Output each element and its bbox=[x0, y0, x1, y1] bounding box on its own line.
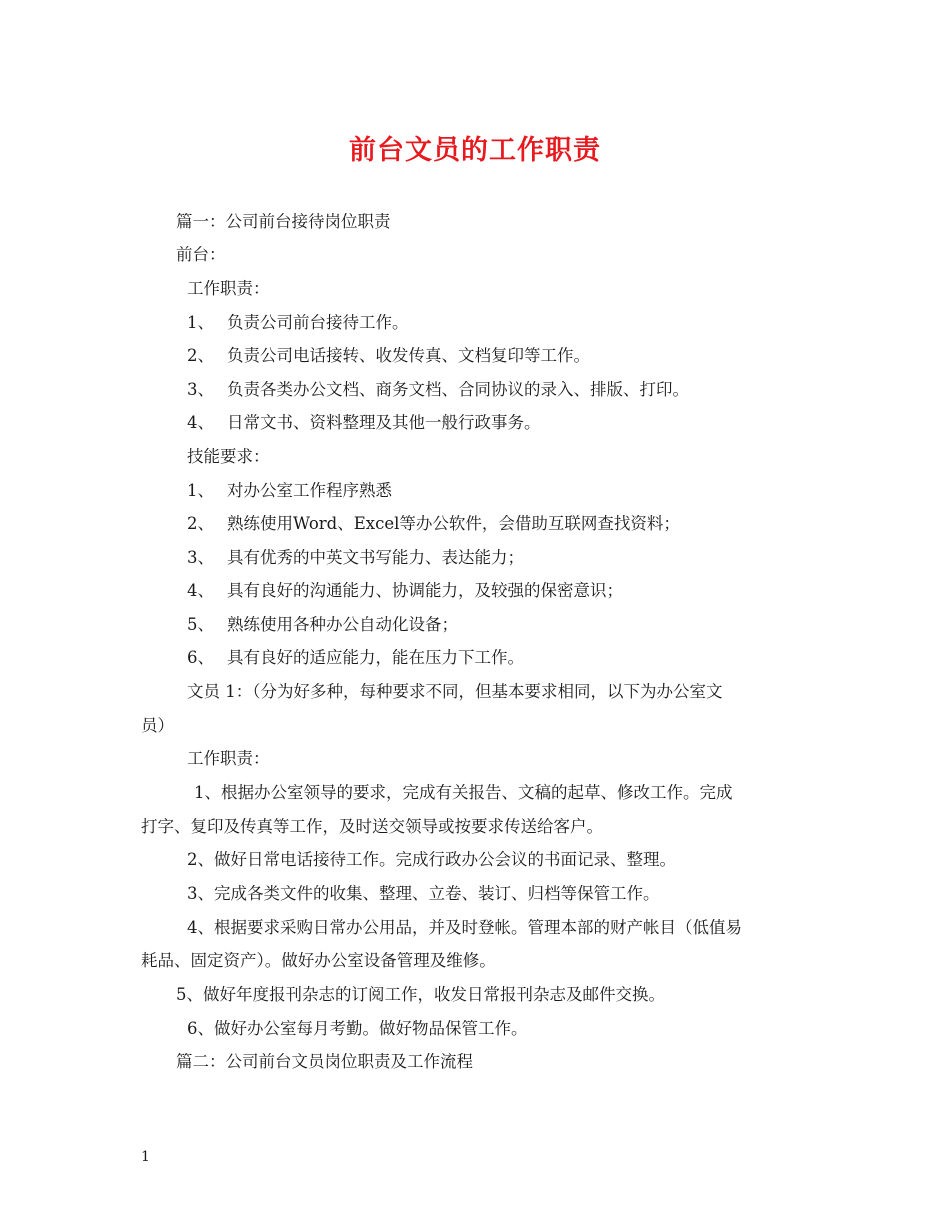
skill-item bbox=[187, 580, 623, 602]
duty-item bbox=[187, 379, 689, 401]
duty-text: 负责公司前台接待工作。 bbox=[227, 313, 409, 332]
page-number: 1 bbox=[141, 1149, 150, 1165]
skill-text: 熟练使用各种办公自动化设备； bbox=[227, 615, 458, 634]
duty-number: 3、 bbox=[187, 380, 214, 399]
skill-number: 4、 bbox=[187, 581, 214, 600]
clerk-duty-line: 3、完成各类文件的收集、整理、立卷、装订、归档等保管工作。 bbox=[187, 884, 660, 903]
skill-item bbox=[187, 614, 458, 636]
duty-number: 4、 bbox=[187, 413, 214, 432]
clerk-duty-line: 1、根据办公室领导的要求，完成有关报告、文稿的起草、修改工作。完成 bbox=[194, 783, 733, 802]
skills-label: 技能要求： bbox=[187, 447, 270, 466]
clerk-duty-line: 5、做好年度报刊杂志的订阅工作，收发日常报刊杂志及邮件交换。 bbox=[176, 985, 665, 1004]
skill-number: 2、 bbox=[187, 514, 214, 533]
clerk-duty-line: 4、根据要求采购日常办公用品，并及时登帐。管理本部的财产帐目（低值易 bbox=[187, 918, 742, 937]
duty-text: 日常文书、资料整理及其他一般行政事务。 bbox=[227, 413, 541, 432]
duty-number: 2、 bbox=[187, 346, 214, 365]
skill-number: 6、 bbox=[187, 648, 214, 667]
skill-text: 对办公室工作程序熟悉 bbox=[227, 481, 392, 500]
clerk-intro-line: 员） bbox=[141, 716, 174, 735]
skill-item bbox=[187, 513, 680, 535]
clerk-intro-line: 文员 1：（分为好多种，每种要求不同，但基本要求相同，以下为办公室文 bbox=[187, 682, 723, 701]
reception-label: 前台： bbox=[176, 245, 226, 264]
skill-number: 5、 bbox=[187, 615, 214, 634]
duty-item bbox=[187, 345, 590, 367]
document-title: 前台文员的工作职责 bbox=[349, 135, 601, 166]
clerk-duty-line: 耗品、固定资产）。做好办公室设备管理及维修。 bbox=[141, 951, 496, 970]
skill-text: 具有良好的沟通能力、协调能力，及较强的保密意识； bbox=[227, 581, 623, 600]
duty-item bbox=[187, 312, 409, 334]
skill-number: 3、 bbox=[187, 548, 214, 567]
clerk-duty-line: 6、做好办公室每月考勤。做好物品保管工作。 bbox=[187, 1019, 528, 1038]
duty-text: 负责各类办公文档、商务文档、合同协议的录入、排版、打印。 bbox=[227, 380, 689, 399]
section2-heading: 篇二：公司前台文员岗位职责及工作流程 bbox=[176, 1052, 473, 1071]
duties-label: 工作职责： bbox=[187, 279, 270, 298]
skill-text: 熟练使用Word、Excel等办公软件，会借助互联网查找资料； bbox=[227, 514, 680, 533]
duty-item bbox=[187, 412, 541, 434]
skill-item bbox=[187, 480, 392, 502]
duty-text: 负责公司电话接转、收发传真、文档复印等工作。 bbox=[227, 346, 590, 365]
skill-item bbox=[187, 547, 524, 569]
skill-text: 具有良好的适应能力，能在压力下工作。 bbox=[227, 648, 524, 667]
duty-number: 1、 bbox=[187, 313, 214, 332]
clerk-duty-line: 2、做好日常电话接待工作。完成行政办公会议的书面记录、整理。 bbox=[187, 850, 676, 869]
skill-text: 具有优秀的中英文书写能力、表达能力； bbox=[227, 548, 524, 567]
skill-number: 1、 bbox=[187, 481, 214, 500]
skill-item bbox=[187, 647, 524, 669]
clerk-duty-line: 打字、复印及传真等工作，及时送交领导或按要求传送给客户。 bbox=[141, 817, 603, 836]
section1-heading: 篇一：公司前台接待岗位职责 bbox=[176, 212, 391, 231]
clerk-duties-label: 工作职责： bbox=[187, 749, 270, 768]
